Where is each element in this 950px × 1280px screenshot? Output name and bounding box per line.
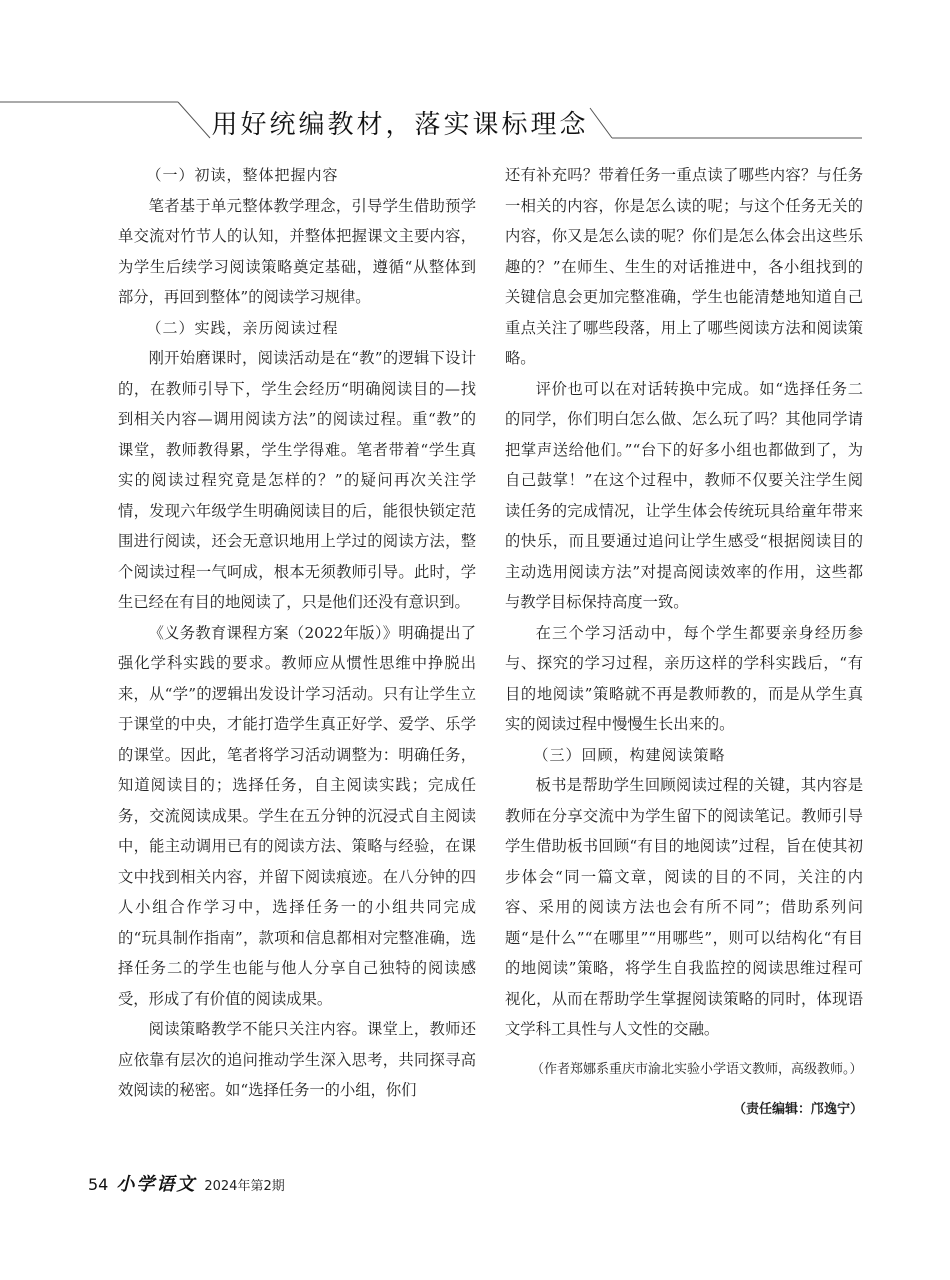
editor-note: （责任编辑：邝逸宁） <box>732 1101 863 1117</box>
page-number: 54 <box>88 1175 109 1194</box>
paragraph: 评价也可以在对话转换中完成。如“选择任务二的同学，你们明白怎么做、怎么玩了吗？其他同学请把掌声送给他们。”“台下的好多小组也都做到了，为自己鼓掌！”在这个过程中，教师不仅要关注学生阅读任务的完成情况，让学生体会传统玩具给童年带来的快乐，而且要通过追问让学生感受“根据阅读目的主动选用阅读方法”对提高阅读效率的作用，这些都与教学目标保持高度一致。 <box>505 379 863 611</box>
paragraph: 《义务教育课程方案（2022年版）》明确提出了强化学科实践的要求。教师应从惯性思维中挣脱出来，从“学”的逻辑出发设计学习活动。只有让学生立于课堂的中央，才能打造学生真正好学、爱学、乐学的课堂。因此，笔者将学习活动调整为：明确任务，知道阅读目的；选择任务，自主阅读实践；完成任务，交流阅读成果。学生在五分钟的沉浸式自主阅读中，能主动调用已有的阅读方法、策略与经验，在课文中找到相关内容，并留下阅读痕迹。在八分钟的四人小组合作学习中，选择任务一的小组共同完成的“玩具制作指南”，款项和信息都相对完整准确，选择任务二的学生也能与他人分享自己独特的阅读感受，形成了有价值的阅读成果。 <box>118 623 476 1008</box>
section-subheading: （一）初读，整体把握内容 <box>146 166 339 184</box>
paragraph: 板书是帮助学生回顾阅读过程的关键，其内容是教师在分享交流中为学生留下的阅读笔记。教师引导学生借助板书回顾“有目的地阅读”过程，旨在使其初步体会“同一篇文章，阅读的目的不同，关注的内容、采用的阅读方法也会有所不同”；借助系列问题“是什么”“在哪里”“用哪些”，则可以结构化“有目的地阅读”策略，将学生自我监控的阅读思维过程可视化，从而在帮助学生掌握阅读策略的同时，体现语文学科工具性与人文性的交融。 <box>505 776 863 1038</box>
paragraph: 阅读策略教学不能只关注内容。课堂上，教师还应依靠有层次的追问推动学生深入思考，共同探寻高效阅读的秘密。如“选择任务一的小组，你们 <box>118 1020 476 1099</box>
left-column <box>118 160 476 1106</box>
issue-label: 2024年第2期 <box>204 1179 285 1194</box>
right-column-body <box>505 160 863 1045</box>
section-subheading: （二）实践，亲历阅读过程 <box>146 318 339 337</box>
paragraph: 笔者基于单元整体教学理念，引导学生借助预学单交流对竹节人的认知，并整体把握课文主要内容，为学生后续学习阅读策略奠定基础，遵循“从整体到部分，再回到整体”的阅读学习规律。 <box>118 196 476 306</box>
author-note: （作者郑娜系重庆市渝北实验小学语文教师，高级教师。） <box>531 1061 863 1077</box>
magazine-name: 小学语文 <box>116 1174 197 1195</box>
section-subheading: （三）回顾，构建阅读策略 <box>533 745 726 764</box>
right-column <box>505 160 863 1125</box>
paragraph-continuation: 还有补充吗？带着任务一重点读了哪些内容？与任务一相关的内容，你是怎么读的呢；与这个任务无关的内容，你又是怎么读的呢？你们是怎么体会出这些乐趣的？”在师生、生生的对话推进中，各小组找到的关键信息会更加完整准确，学生也能清楚地知道自己重点关注了哪些段落，用上了哪些阅读方法和阅读策略。 <box>505 166 863 367</box>
article-title: 用好统编教材，落实课标理念 <box>211 110 589 140</box>
paragraph: 在三个学习活动中，每个学生都要亲身经历参与、探究的学习过程，亲历这样的学科实践后，“有目的地阅读”策略就不再是教师教的，而是从学生真实的阅读过程中慢慢生长出来的。 <box>505 623 863 733</box>
title-band <box>0 100 950 146</box>
paragraph: 刚开始磨课时，阅读活动是在“教”的逻辑下设计的，在教师引导下，学生会经历“明确阅读目的—找到相关内容—调用阅读方法”的阅读过程。重“教”的课堂，教师教得累，学生学得难。笔者带着“学生真实的阅读过程究竟是怎样的？”的疑问再次关注学情，发现六年级学生明确阅读目的后，能很快锁定范围进行阅读，还会无意识地用上学过的阅读方法，整个阅读过程一气呵成，根本无须教师引导。此时，学生已经在有目的地阅读了，只是他们还没有意识到。 <box>118 349 476 611</box>
page-footer <box>88 1170 285 1194</box>
